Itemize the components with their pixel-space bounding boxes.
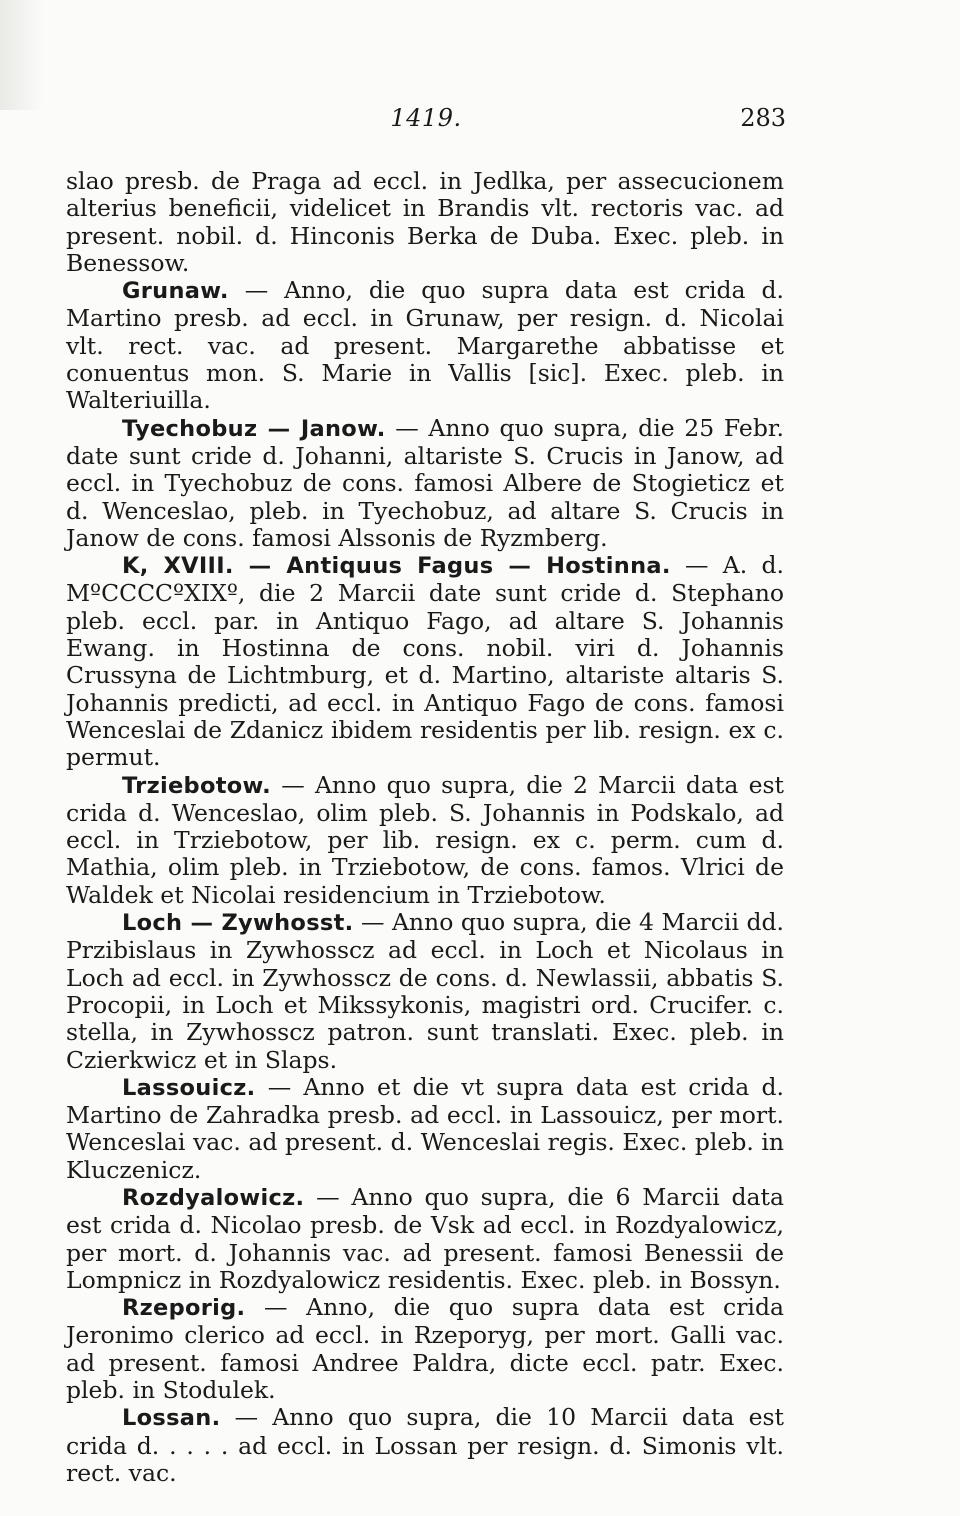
- entry-heading: Loch — Zywhosst.: [122, 910, 354, 937]
- entry-text: — Anno quo supra, die 25 Febr. date sunt cride d. Johanni, altariste S. Crucis in Janow, ad eccl. in Tyechobuz de cons. famosi Albere de Stogieticz et d. Wenceslao, pleb. in Tyechobuz, ad altare S. Crucis in Janow de cons. famosi Alssonis de Ryzmberg.: [66, 413, 784, 552]
- entry-text: — Anno quo supra, die 2 Marcii data est crida d. Wenceslao, olim pleb. S. Johannis in Podskalo, ad eccl. in Trziebotow, per lib. resign. ex c. perm. cum d. Mathia, olim pleb. in Trziebotow, de cons. famos. Vlrici de Waldek et Nicolai residencium in Trziebotow.: [66, 770, 784, 909]
- page-number: 283: [740, 104, 786, 132]
- paragraph-text: slao presb. de Praga ad eccl. in Jedlka, per assecucionem alterius beneficii, videlicet in Brandis vlt. rectoris vac. ad present. nobil. d. Hinconis Berka de Duba. Exec. pleb. in Benessow.: [66, 167, 784, 277]
- scan-edge-shadow: [0, 0, 44, 110]
- entry-antiquus-fagus: [66, 552, 784, 771]
- entry-heading: Rozdyalowicz.: [122, 1184, 305, 1211]
- entry-text: — Anno et die vt supra data est crida d. Martino de Zahradka presb. ad eccl. in Lassouicz, per mort. Wenceslai vac. ad present. d. Wenceslai regis. Exec. pleb. in Kluczenicz.: [66, 1072, 784, 1184]
- entry-grunaw: [66, 277, 784, 414]
- entry-heading: Grunaw.: [122, 278, 229, 305]
- entry-text: — Anno quo supra, die 10 Marcii data est crida d. . . . . ad eccl. in Lossan per resign. d. Simonis vlt. rect. vac.: [66, 1403, 784, 1487]
- entry-heading: K, XVIII. — Antiquus Fagus — Hostinna.: [122, 553, 671, 580]
- body-text: [66, 168, 784, 1487]
- entry-loch: [66, 909, 784, 1074]
- entry-heading: Rzeporig.: [122, 1295, 246, 1322]
- entry-trziebotow: [66, 772, 784, 909]
- entry-text: — Anno quo supra, die 4 Marcii dd. Przibislaus in Zywhossсz ad eccl. in Loch et Nicolaus in Loch ad eccl. in Zywhosscz de cons. d. Newlassii, abbatis S. Procopii, in Loch et Mikssykonis, magistri ord. Crucifer. c. stella, in Zywhosscz patron. sunt translati. Exec. pleb. in Czierkwicz et in Slaps.: [66, 908, 784, 1074]
- entry-text: — Anno, die quo supra data est crida Jeronimo clerico ad eccl. in Rzeporyg, per mort. Galli vac. ad present. famosi Andree Paldra, dicte eccl. patr. Exec. pleb. in Stodulek.: [66, 1293, 784, 1405]
- header-year: 1419.: [390, 104, 462, 132]
- entry-rzeporig: [66, 1294, 784, 1404]
- running-header: [66, 104, 786, 144]
- entry-text: — Anno, die quo supra data est crida d. Martino presb. ad eccl. in Grunaw, per resign. d. Nicolai vlt. rect. vac. ad present. Margarethe abbatisse et conuentus mon. S. Marie in Vallis [sic]. Exec. pleb. in Walteriuilla.: [66, 276, 784, 415]
- entry-lossan: [66, 1404, 784, 1487]
- entry-text: — A. d. MºCCCCºXIXº, die 2 Marcii date sunt cride d. Stephano pleb. eccl. par. in Antiquo Fago, ad altare S. Johannis Ewang. in Hostinna de cons. nobil. viri d. Johannis Crussyna de Lichtmburg, et d. Martino, altariste altaris S. Johannis predicti, ad eccl. in Antiquo Fago de cons. famosi Wenceslai de Zdanicz ibidem residentis per lib. resign. ex c. permut.: [66, 551, 784, 772]
- entry-heading: Tyechobuz — Janow.: [122, 415, 386, 442]
- entry-heading: Lassouicz.: [122, 1074, 256, 1101]
- entry-heading: Trziebotow.: [122, 772, 272, 799]
- entry-text: — Anno quo supra, die 6 Marcii data est crida d. Nicolao presb. de Vsk ad eccl. in Rozdyalowicz, per mort. d. Johannis vac. ad present. famosi Benessii de Lompnicz in Rozdyalowicz residentis. Exec. pleb. in Bossyn.: [66, 1182, 784, 1294]
- paragraph-continuation: [66, 168, 784, 277]
- entry-lassouicz: [66, 1074, 784, 1184]
- entry-tyechobuz: [66, 415, 784, 552]
- entry-rozdyalowicz: [66, 1184, 784, 1294]
- entry-heading: Lossan.: [122, 1405, 221, 1432]
